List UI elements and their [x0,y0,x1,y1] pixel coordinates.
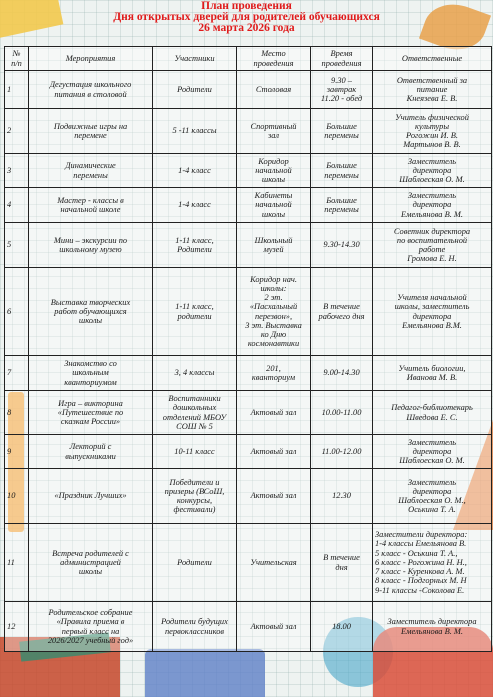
row-participants: Родители [153,71,237,109]
row-event: Подвижные игры на перемене [29,109,153,154]
row-time: 18.00 [311,602,373,652]
row-event: Дегустация школьного питания в столовой [29,71,153,109]
row-participants: Воспитанники дошкольных отделений МБОУ СОШ № 5 [153,391,237,435]
row-time: Большие перемены [311,109,373,154]
row-participants: 5 -11 классы [153,109,237,154]
table-row [5,71,492,109]
row-time: 12.30 [311,469,373,524]
row-num: 3 [5,154,29,188]
row-num: 11 [5,524,29,602]
row-place: Коридор нач. школы: 2 эт. «Пасхальный перезвон», 3 эт. Выставка ко Дню космонавтики [237,268,311,356]
row-num: 6 [5,268,29,356]
row-participants: Родители [153,524,237,602]
title-line-3: 26 марта 2026 года [198,22,295,34]
row-num: 1 [5,71,29,109]
row-place: Учительская [237,524,311,602]
table-header-row [5,47,492,71]
row-place: Школьный музей [237,223,311,268]
row-participants: 3, 4 классы [153,356,237,391]
table-row [5,435,492,469]
header-num: № п/п [5,47,29,71]
row-place: Коридор начальной школы [237,154,311,188]
row-num: 9 [5,435,29,469]
table-row [5,391,492,435]
row-place: 201, кванториум [237,356,311,391]
row-place: Столовая [237,71,311,109]
row-num: 5 [5,223,29,268]
table-row [5,356,492,391]
row-place: Актовый зал [237,469,311,524]
row-responsible: Советник директора по воспитательной работе Громова Е. Н. [373,223,492,268]
row-num: 4 [5,188,29,223]
row-place: Актовый зал [237,391,311,435]
row-responsible: Заместитель директора Шаблоеская О. М. [373,435,492,469]
row-time: В течение рабочего дня [311,268,373,356]
row-place: Актовый зал [237,435,311,469]
table-row [5,524,492,602]
row-responsible: Заместители директора: 1-4 классы Емельянова В. 5 класс - Оськина Т. А., 6 класс - Рогожина Н. Н., 7 класс - Куренкова А. М. 8 класс - Подгорных М. Н 9-11 классы -Соколова Е. [373,524,492,602]
row-responsible: Заместитель директора Емельянова В. М. [373,602,492,652]
row-responsible: Ответственный за питание Кнеязева Е. В. [373,71,492,109]
row-participants: 1-4 класс [153,154,237,188]
row-time: 9.30-14.30 [311,223,373,268]
page-title [0,1,493,34]
row-responsible: Заместитель директора Емельянова В. М. [373,188,492,223]
title-line-1: План проведения [201,0,292,12]
row-participants: 1-11 класс, родители [153,268,237,356]
row-event: Родительское собрание «Правила приема в первый класс на 2026/2027 учебный год» [29,602,153,652]
header-responsible: Ответственные [373,47,492,71]
row-num: 2 [5,109,29,154]
row-participants: 1-4 класс [153,188,237,223]
row-place: Кабинеты начальной школы [237,188,311,223]
row-time: 10.00-11.00 [311,391,373,435]
row-time: 11.00-12.00 [311,435,373,469]
row-event: Мини – экскурсии по школьному музею [29,223,153,268]
header-event: Мероприятия [29,47,153,71]
row-event: «Праздник Лучших» [29,469,153,524]
row-event: Выставка творческих работ обучающихся школы [29,268,153,356]
row-place: Актовый зал [237,602,311,652]
row-time: Большие перемены [311,188,373,223]
table-row [5,223,492,268]
row-time: 9.30 – завтрак 11.20 - обед [311,71,373,109]
row-responsible: Заместитель директора Шаблоеская О. М., Оськина Т. А. [373,469,492,524]
row-responsible: Педагог-библиотекарь Шведова Е. С. [373,391,492,435]
row-responsible: Учителя начальной школы, заместитель директора Емельянова В.М. [373,268,492,356]
row-num: 7 [5,356,29,391]
row-time: Большие перемены [311,154,373,188]
row-event: Встреча родителей с администрацией школы [29,524,153,602]
row-num: 10 [5,469,29,524]
table-row [5,602,492,652]
row-responsible: Заместитель директора Шаблоеская О. М. [373,154,492,188]
row-event: Динамические перемены [29,154,153,188]
row-place: Спортивный зал [237,109,311,154]
row-responsible: Учитель биологии, Иванова М. В. [373,356,492,391]
header-place: Место проведения [237,47,311,71]
row-time: 9.00-14.30 [311,356,373,391]
row-event: Лекторий с выпускниками [29,435,153,469]
row-responsible: Учитель физической культуры Рогожин И. В. Мартынов В. В. [373,109,492,154]
table-row [5,469,492,524]
title-line-2: Дня открытых дверей для родителей обучающихся [113,11,380,23]
table-row [5,154,492,188]
row-participants: 1-11 класс, Родители [153,223,237,268]
row-event: Мастер - классы в начальной школе [29,188,153,223]
row-num: 8 [5,391,29,435]
table-row [5,268,492,356]
decorative-calculator [145,649,265,697]
row-participants: Родители будущих первоклассников [153,602,237,652]
schedule-table [4,46,492,652]
row-time: В течение дня [311,524,373,602]
header-participants: Участники [153,47,237,71]
table-row [5,188,492,223]
row-event: Знакомство со школьным кванториумом [29,356,153,391]
table-row [5,109,492,154]
row-participants: Победители и призеры (ВСоШ, конкурсы, фестивали) [153,469,237,524]
row-participants: 10-11 класс [153,435,237,469]
row-event: Игра – викторина «Путешествие по сказкам России» [29,391,153,435]
header-time: Время проведения [311,47,373,71]
row-num: 12 [5,602,29,652]
